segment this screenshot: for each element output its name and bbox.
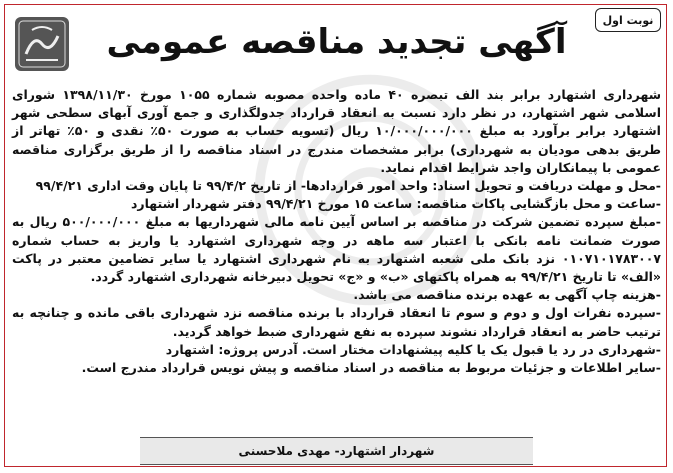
notice-paragraph: -هزینه چاپ آگهی به عهده برنده مناقصه می باشد. <box>353 287 661 303</box>
notice-paragraph: -محل و مهلت دریافت و تحویل اسناد: واحد امور قراردادها- از تاریخ ۹۹/۴/۲ تا پایان وقت اداری ۹۹/۴/۲۱ <box>35 178 661 194</box>
notice-paragraph: -ساعت و محل بازگشایی پاکات مناقصه: ساعت ۱۵ مورخ ۹۹/۴/۲۱ دفتر شهردار اشتهارد <box>130 196 661 212</box>
publication-badge: نوبت اول <box>595 8 661 32</box>
notice-paragraph: -سپرده نفرات اول و دوم و سوم تا انعقاد قرارداد با برنده مناقصه نزد شهرداری باقی مانده و چنانچه به ترتیب حاضر به انعقاد قرارداد نشوند سپرده به نفع شهرداری ضبط خواهد گردید. <box>12 305 661 339</box>
notice-paragraph: شهرداری اشتهارد برابر بند الف تبصره ۴۰ ماده واحده مصوبه شماره ۱۰۵۵ مورخ ۱۳۹۸/۱۱/۳۰ شورای اسلامی شهر اشتهارد، در نظر دارد نسبت به انعقاد قرارداد جدولگذاری و جمع آوری آبهای سطحی شهر اشتهارد برابر برآورد به مبلغ ۱۰/۰۰۰/۰۰۰/۰۰۰ ریال (تسویه حساب به صورت ۵۰٪ نقدی و ۵۰٪ تهاتر از طریق بدهی مودیان به شهرداری) برابر مشخصات مندرج در اسناد مناقصه را از طریق برگزاری مناقصه عمومی با پیمانکاران واجد شرایط اقدام نماید. <box>12 87 661 175</box>
notice-title: آگهی تجدید مناقصه عمومی <box>106 22 567 62</box>
notice-paragraph: -شهرداری در رد یا قبول یک یا کلیه پیشنهادات مختار است. آدرس پروژه: اشتهارد <box>165 341 661 357</box>
notice-body <box>12 86 661 377</box>
notice-paragraph: -مبلغ سپرده تضمین شرکت در مناقصه بر اساس آیین نامه مالی شهرداریها به مبلغ ۵۰۰/۰۰۰/۰۰۰ ریال به صورت ضمانت نامه بانکی با اعتبار سه ماهه در وجه شهرداری اشتهارد یا واریز به حساب شماره ۰۱۰۷۱۰۱۷۸۳۰۰۷ نزد بانک ملی شعبه اشتهارد به نام شهرداری اشتهارد یا سایر تضامین معتبر در پاکت «الف» تا تاریخ ۹۹/۴/۲۱ به همراه پاکتهای «ب» و «ج» تحویل دبیرخانه شهرداری اشتهارد گردد. <box>12 214 661 285</box>
signature-footer: شهردار اشتهارد- مهدی ملاحسنی <box>140 437 533 465</box>
notice-paragraph: -سایر اطلاعات و جزئیات مربوط به مناقصه در اسناد مناقصه و پیش نویس قرارداد مندرج است. <box>81 360 661 376</box>
municipality-seal-icon <box>12 14 72 74</box>
